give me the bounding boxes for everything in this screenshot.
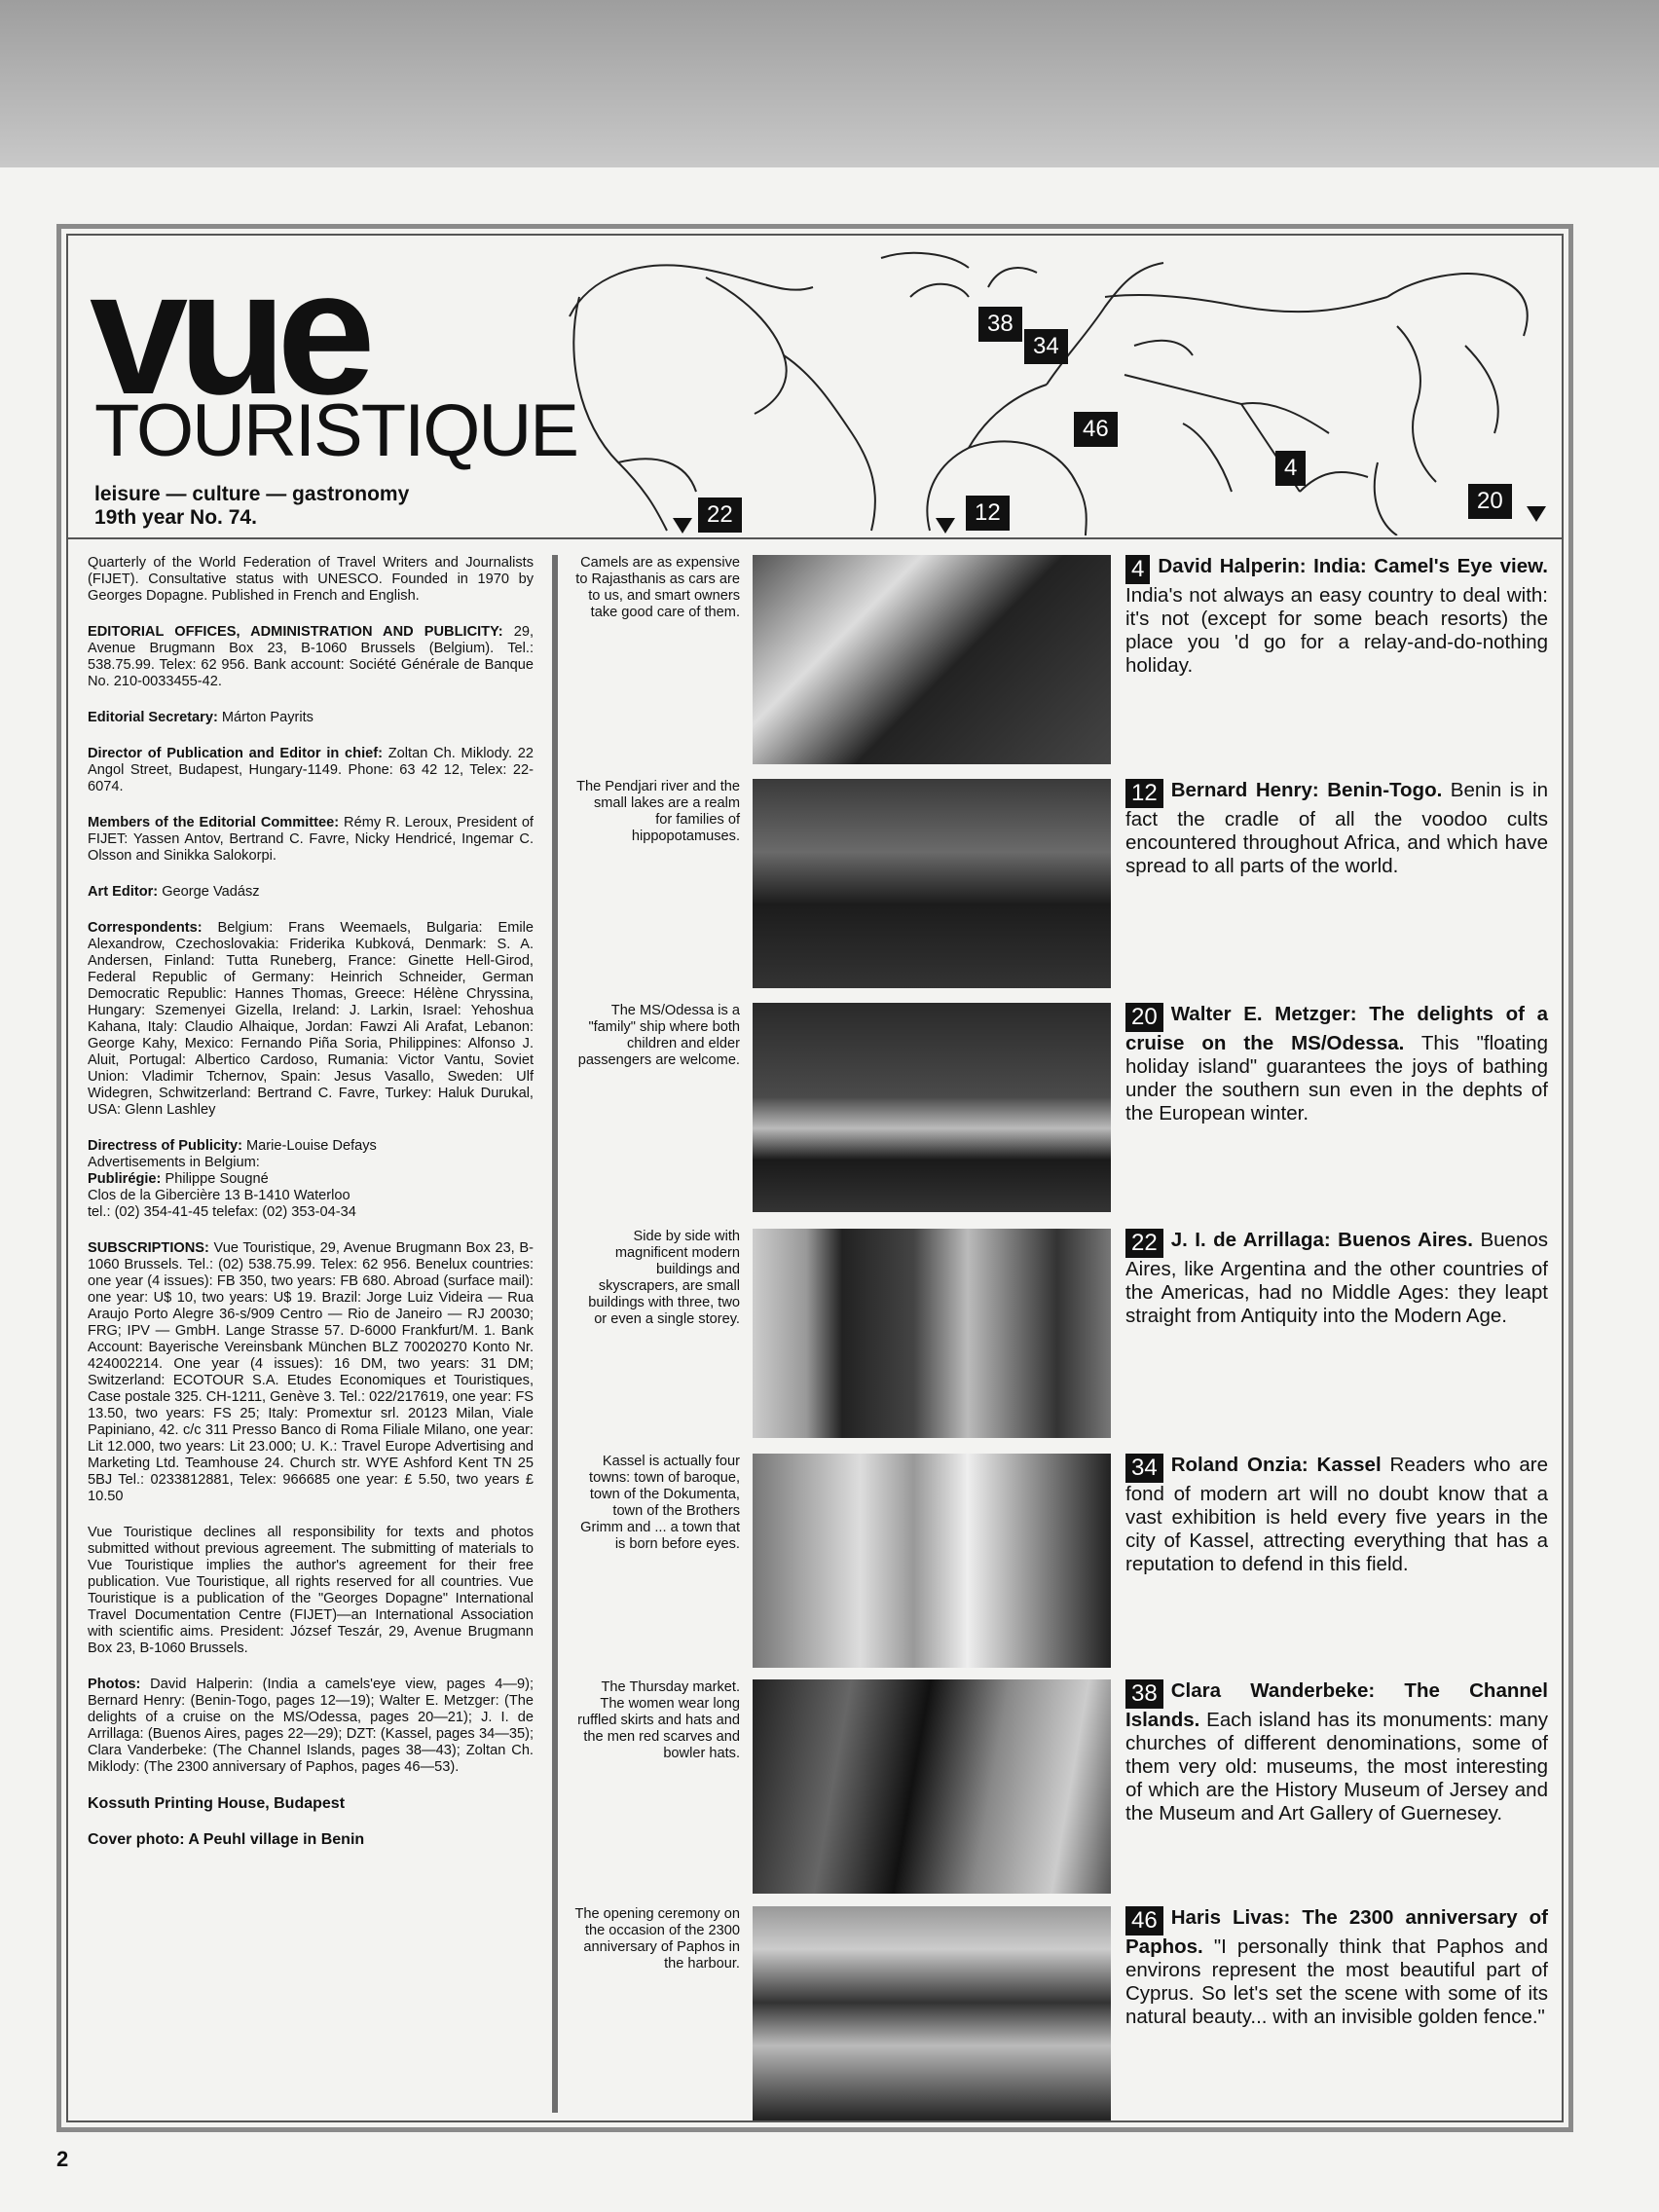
page-number-badge: 20 <box>1125 1003 1163 1032</box>
article-entry[interactable] <box>1125 779 1548 878</box>
article-summary: Readers who are fond of modern art will no doubt know that a vast exhibition is held every five years in the city of Kassel, attrecting everything that has a reputation to defend in this field. <box>1125 1454 1549 1575</box>
photos-text: David Halperin: (India a camels'eye view, pages 4—9); Bernard Henry: (Benin-Togo, pages 12—19); Walter E. Metzger: (The delights of a cruise on the MS/Odessa, pages 20—21); J. I. de Arrillaga: (Buenos Aires, pages 22—29); DZT: (Kassel, pages 34—35); Clara Vanderbeke: (The Channel Islands, pages 38—43); Zoltan Ch. Miklody: (The 2300 anniversary of Paphos, pages 46—53). <box>88 1677 534 1775</box>
art-editor-block <box>88 884 534 901</box>
photo-kassel <box>753 1454 1111 1668</box>
article-title: Clara Wanderbeke: The Channel Islands. <box>1125 1679 1548 1731</box>
article-title: Walter E. Metzger: The delights of a cruise on the MS/Odessa. <box>1125 1003 1548 1054</box>
credits-column <box>88 555 534 1867</box>
article-entry[interactable] <box>1125 555 1548 678</box>
column-divider <box>552 555 558 2113</box>
photo-market <box>753 1679 1111 1894</box>
offices-block <box>88 624 534 690</box>
page-number-badge: 34 <box>1125 1454 1163 1483</box>
committee-text: Rémy R. Leroux, President of FIJET: Yassen Antov, Bertrand C. Favre, Nicky Hendricé, Ingemar C. Olsson and Sinikka Salokorpi. <box>88 815 534 864</box>
page-number-badge: 22 <box>1125 1229 1163 1258</box>
map-arrow-20 <box>1527 506 1546 522</box>
article-row <box>574 1229 1558 1438</box>
article-summary: India's not always an easy country to deal with: it's not (except for some beach resorts) the place you 'd go for a relay-and-do-nothing holiday. <box>1125 584 1548 677</box>
article-entry[interactable] <box>1125 1003 1548 1125</box>
map-arrow-12 <box>936 518 955 534</box>
map-marker-20: 20 <box>1468 484 1512 519</box>
map-marker-46: 46 <box>1074 412 1118 447</box>
article-title: J. I. de Arrillaga: Buenos Aires. <box>1170 1229 1474 1251</box>
article-title: Bernard Henry: Benin-Togo. <box>1170 779 1443 801</box>
correspondents-block <box>88 920 534 1119</box>
secretary-text: Márton Payrits <box>217 710 313 725</box>
background-top <box>0 0 1659 170</box>
secretary-label: Editorial Secretary: <box>88 710 218 725</box>
article-entry[interactable] <box>1125 1906 1548 2029</box>
photo-camel <box>753 555 1111 764</box>
publiregie-address: Clos de la Gibercière 13 B-1410 Waterloo <box>88 1188 350 1203</box>
publiregie-label: Publirégie: <box>88 1171 162 1187</box>
publicity-block <box>88 1138 534 1221</box>
world-map-outline <box>560 239 1553 535</box>
article-row <box>574 1679 1558 1894</box>
publiregie-phone: tel.: (02) 354-41-45 telefax: (02) 353-04-34 <box>88 1204 356 1220</box>
map-marker-34: 34 <box>1024 329 1068 364</box>
photo-caption: Kassel is actually four towns: town of baroque, town of the Dokumenta, town of the Brothers Grimm and ... a town that is born before eyes. <box>580 1454 740 1552</box>
map-marker-12: 12 <box>966 496 1010 531</box>
article-row <box>574 1906 1558 2120</box>
map-marker-22: 22 <box>698 498 742 533</box>
disclaimer-text: Vue Touristique declines all responsibility for texts and photos submitted without previous agreement. The submitting of materials to Vue Touristique implies the author's agreement for their free publication. Vue Touristique, all rights reserved for all countries. Vue Touristique is a publication of the "Georges Dopagne" International Travel Documentation Centre (FIJET)—an International Association with scientific aims. President: József Teszár, 29, Avenue Brugmann Box 23, B-1060 Brussels. <box>88 1525 534 1656</box>
publicity-text: Marie-Louise Defays <box>241 1138 377 1154</box>
committee-label: Members of the Editorial Committee: <box>88 815 340 830</box>
article-row <box>574 1003 1558 1212</box>
map-marker-4: 4 <box>1275 451 1306 486</box>
secretary-block <box>88 710 534 726</box>
article-summary: Buenos Aires, like Argentina and the other countries of the Americas, had no Middle Ages: they leapt straight from Antiquity into the Modern Age. <box>1125 1229 1548 1327</box>
art-editor-text: George Vadász <box>158 884 260 900</box>
photo-caption: The opening ceremony on the occasion of the 2300 anniversary of Paphos in the harbour. <box>574 1906 740 1972</box>
article-entry[interactable] <box>1125 1229 1548 1328</box>
issue-number: 19th year No. 74. <box>94 506 257 529</box>
article-title: David Halperin: India: Camel's Eye view. <box>1158 555 1548 577</box>
page-number: 2 <box>56 2147 69 2171</box>
director-label: Director of Publication and Editor in chief: <box>88 746 383 761</box>
page-number-badge: 46 <box>1125 1906 1163 1936</box>
photo-caption: The Pendjari river and the small lakes are a realm for families of hippopotamuses. <box>576 779 740 844</box>
article-title: Haris Livas: The 2300 anniversary of Paphos. <box>1125 1906 1548 1958</box>
article-summary: Benin is in fact the cradle of all the voodoo cults encountered throughout Africa, and which have spread to all parts of the world. <box>1125 779 1549 877</box>
publiregie-text: Philippe Sougné <box>161 1171 269 1187</box>
page-number-badge: 4 <box>1125 555 1150 584</box>
page-number-badge: 12 <box>1125 779 1163 808</box>
article-summary: "I personally think that Paphos and environs represent the most beautiful part of Cyprus. So let's set the scene with some of its natural beauty... with an invisible golden fence." <box>1125 1936 1548 2028</box>
photo-hippo-river <box>753 779 1111 988</box>
director-text: Zoltan Ch. Miklody. 22 Angol Street, Budapest, Hungary-1149. Phone: 63 42 12, Telex: 22-6074. <box>88 746 534 794</box>
article-summary: Each island has its monuments: many churches of different denominations, some of them very old: museums, the most interesting of which are the History Museum of Jersey and the Museum and Art Gallery of Guernesey. <box>1125 1709 1548 1825</box>
article-summary: This "floating holiday island" guarantees the joys of bathing under the southern sun even in the dephts of the European winter. <box>1125 1032 1548 1124</box>
photo-caption: The Thursday market. The women wear long ruffled skirts and hats and the men red scarves and bowler hats. <box>577 1679 740 1761</box>
map-marker-38: 38 <box>978 307 1022 342</box>
advertisements-text: Advertisements in Belgium: <box>88 1155 260 1170</box>
article-row <box>574 555 1558 764</box>
director-block <box>88 746 534 795</box>
photos-label: Photos: <box>88 1677 141 1692</box>
publicity-label: Directress of Publicity: <box>88 1138 242 1154</box>
world-map <box>560 239 1553 535</box>
photo-buenos-aires <box>753 1229 1111 1438</box>
photo-paphos <box>753 1906 1111 2120</box>
correspondents-text: Belgium: Frans Weemaels, Bulgaria: Emile Alexandrow, Czechoslovakia: Friderika Kubková, Denmark: S. A. Andersen, Finland: Tutta Runeberg, France: Ginette Hell-Girod, Federal Republic of Germany: Heinrich Schneider, German Democratic Republic: Hannes Thomas, Greece: Hélène Chryssina, Hungary: Szemenyei Gizella, Ireland: J. Larkin, Israel: Yehoshua Kahana, Italy: Claudio Alhaique, Jordan: Fawzi Ali Arafat, Lebanon: George Kahy, Mexico: Fernando Piña Soria, Philippines: Alfonso J. Aluit, Portugal: Albertico Cardoso, Rumania: Victor Vantu, Soviet Union: Vladimir Tchernov, Spain: Jesus Vasallo, Sweden: Ulf Widegren, Schwitzerland: Bertrand C. Favre, Turkey: Haluk Durukal, USA: Glenn Lashley <box>88 920 534 1118</box>
logo-touristique: TOURISTIQUE <box>94 389 577 472</box>
photo-caption: The MS/Odessa is a "family" ship where both children and elder passengers are welcome. <box>577 1003 740 1068</box>
article-row <box>574 1454 1558 1668</box>
logo-vue: vue <box>90 233 366 431</box>
map-arrow-22 <box>673 518 692 534</box>
page-number-badge: 38 <box>1125 1679 1163 1709</box>
photo-caption: Side by side with magnificent modern buildings and skyscrapers, are small buildings with three, two or even a single storey. <box>588 1229 740 1327</box>
tagline: leisure — culture — gastronomy <box>94 483 410 505</box>
article-entry[interactable] <box>1125 1679 1548 1825</box>
correspondents-label: Correspondents: <box>88 920 203 936</box>
subscriptions-label: SUBSCRIPTIONS: <box>88 1240 209 1256</box>
offices-label: EDITORIAL OFFICES, ADMINISTRATION AND PUBLICITY: <box>88 624 503 640</box>
offices-text: 29, Avenue Brugmann Box 23, B-1060 Brussels (Belgium). Tel.: 538.75.99. Telex: 62 956. Bank account: Société Générale de Banque No. 210-0033455-42. <box>88 624 534 689</box>
cover-photo-text: Cover photo: A Peuhl village in Benin <box>88 1831 365 1848</box>
photo-caption: Camels are as expensive to Rajasthanis as cars are to us, and smart owners take good care of them. <box>575 555 740 620</box>
article-entry[interactable] <box>1125 1454 1548 1576</box>
printer-text: Kossuth Printing House, Budapest <box>88 1795 346 1812</box>
art-editor-label: Art Editor: <box>88 884 159 900</box>
subscriptions-block <box>88 1240 534 1505</box>
intro-text: Quarterly of the World Federation of Travel Writers and Journalists (FIJET). Consultative status with UNESCO. Founded in 1970 by Georges Dopagne. Published in French and English. <box>88 555 534 604</box>
article-title: Roland Onzia: Kassel <box>1170 1454 1382 1476</box>
article-row <box>574 779 1558 988</box>
committee-block <box>88 815 534 865</box>
subscriptions-text: Vue Touristique, 29, Avenue Brugmann Box 23, B-1060 Brussels. Tel.: (02) 538.75.99. Telex: 62 956. Benelux countries: one year (4 issues): FB 350, two years: FB 680. Abroad (surface mail): one year: U$ 10, two years: U$ 19. Brazil: Jorge Luiz Videira — Rua Araujo Porto Alegre 36-s/909 Centro — Rio de Janeiro — RJ 20030; FRG; IPV — GmbH. Lange Strasse 57. D-6000 Frankfurt/M. 1. Bank Account: Bayerische Vereinsbank München BLZ 70020270 Konto Nr. 424002214. One year (4 issues): 16 DM, two years: 31 DM; Switzerland: ECOTOUR S.A. Etudes Economiques et Touristiques, Case postale 325. CH-1211, Genève 3. Tel.: 022/217619, one year: FS 13.50, two years: FS 25; Italy: Promextur srl. 20123 Milan, Viale Papiniano, 42. c/c 311 Presso Banco di Roma Filiale Milano, one year: Lit 12.000, two years: Lit 23.000; U. K.: Travel Europe Advertising and Marketing Ltd. Teamhouse 24. Church str. WYE Ashford Kent TN 25 5BJ Tel.: 0233812881, Telex: 966685 one year: £ 5.50, two years £ 10.50 <box>88 1240 534 1504</box>
header-divider <box>66 537 1564 539</box>
photos-block <box>88 1677 534 1776</box>
photo-cruise-ship <box>753 1003 1111 1212</box>
